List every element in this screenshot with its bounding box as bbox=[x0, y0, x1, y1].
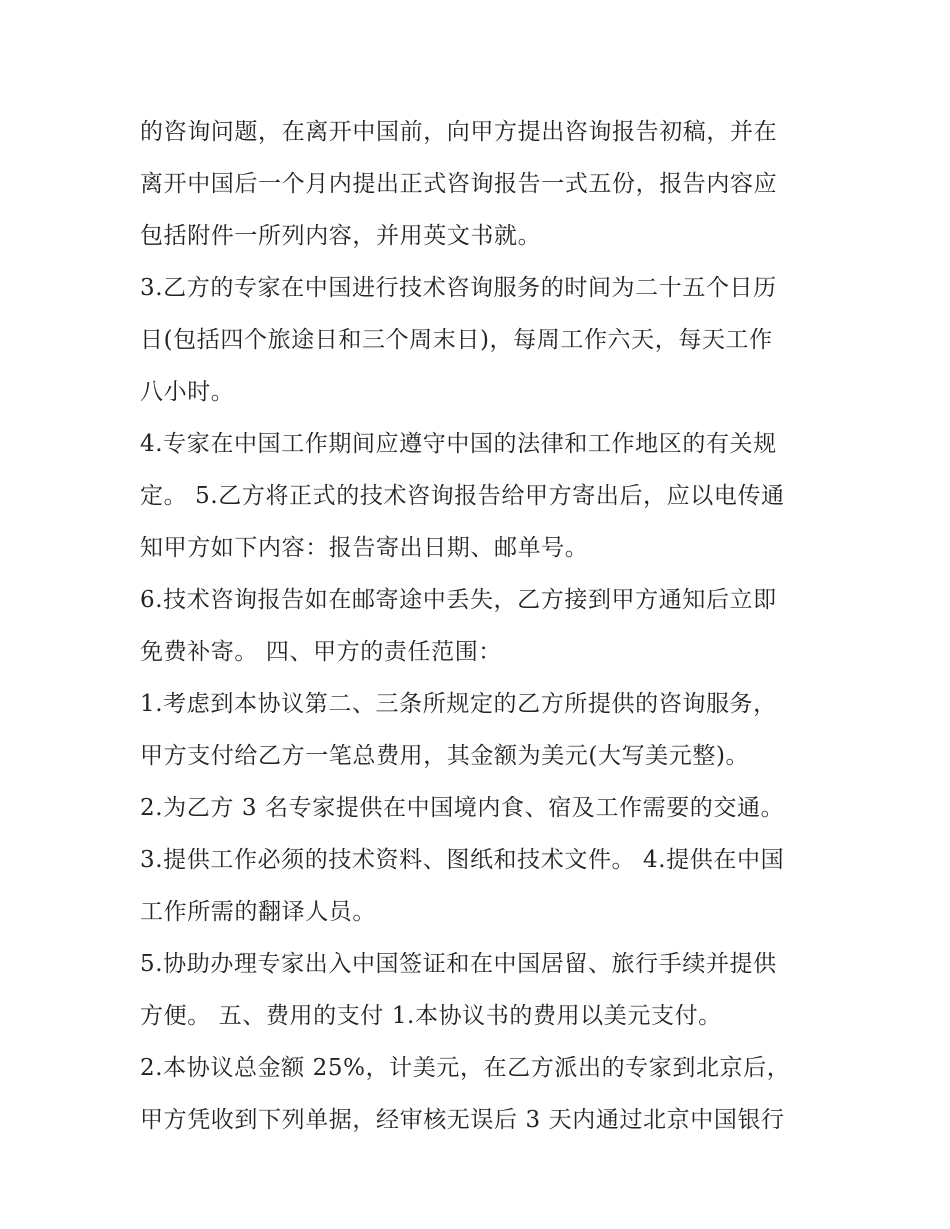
text-line: 甲方支付给乙方一笔总费用，其金额为美元(大写美元整)。 bbox=[140, 743, 750, 769]
text-line: 甲方凭收到下列单据，经审核无误后 3 天内通过北京中国银行 bbox=[140, 1107, 785, 1133]
text-line: 工作所需的翻译人员。 bbox=[140, 899, 376, 925]
text-line: 4.专家在中国工作期间应遵守中国的法律和工作地区的有关规 bbox=[140, 431, 777, 457]
text-line: 免费补寄。 四、甲方的责任范围： bbox=[140, 639, 502, 665]
text-line: 3.提供工作必须的技术资料、图纸和技术文件。 4.提供在中国 bbox=[140, 847, 785, 873]
text-line: 3.乙方的专家在中国进行技术咨询服务的时间为二十五个日历 bbox=[140, 275, 777, 301]
text-line: 包括附件一所列内容，并用英文书就。 bbox=[140, 223, 542, 249]
text-line: 方便。 五、费用的支付 1.本协议书的费用以美元支付。 bbox=[140, 1003, 722, 1029]
text-line: 6.技术咨询报告如在邮寄途中丢失，乙方接到甲方通知后立即 bbox=[140, 587, 777, 613]
text-line: 5.协助办理专家出入中国签证和在中国居留、旅行手续并提供 bbox=[140, 951, 777, 977]
text-line: 的咨询问题，在离开中国前，向甲方提出咨询报告初稿，并在 bbox=[140, 119, 778, 145]
text-line: 2.本协议总金额 25%，计美元，在乙方派出的专家到北京后， bbox=[140, 1055, 791, 1081]
text-line: 离开中国后一个月内提出正式咨询报告一式五份，报告内容应 bbox=[140, 171, 778, 197]
text-line: 2.为乙方 3 名专家提供在中国境内食、宿及工作需要的交通。 bbox=[140, 795, 785, 821]
text-line: 日(包括四个旅途日和三个周末日)，每周工作六天，每天工作 bbox=[140, 327, 773, 353]
text-line: 八小时。 bbox=[140, 379, 235, 405]
text-line: 1.考虑到本协议第二、三条所规定的乙方所提供的咨询服务， bbox=[140, 691, 777, 717]
document-body bbox=[140, 106, 820, 1146]
text-line: 知甲方如下内容：报告寄出日期、邮单号。 bbox=[140, 535, 589, 561]
text-line: 定。 5.乙方将正式的技术咨询报告给甲方寄出后，应以电传通 bbox=[140, 483, 785, 509]
